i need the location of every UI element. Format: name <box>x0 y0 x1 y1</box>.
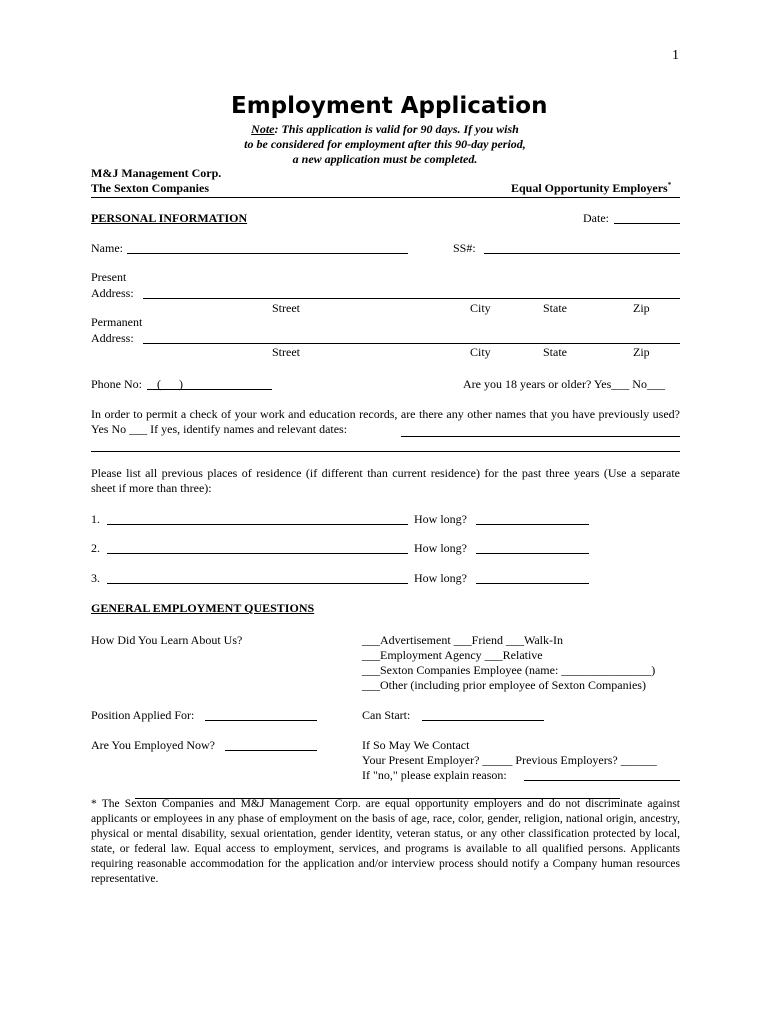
age-question: Are you 18 years or older? Yes___ No___ <box>463 377 665 391</box>
permanent-address-label-1: Permanent <box>91 315 143 329</box>
personal-info-heading: PERSONAL INFORMATION <box>91 211 248 225</box>
permanent-state-caption: State <box>543 345 567 359</box>
residence-field[interactable] <box>107 553 408 554</box>
other-names-question: In order to permit a check of your work and education records, are there any other names that you have previously used? Yes No ___ If yes, identify names and relevant dates: <box>91 407 680 436</box>
learn-option[interactable]: ___Sexton Companies Employee (name: _______________) <box>362 663 656 677</box>
contact-line-3: If "no," please explain reason: <box>362 768 507 782</box>
note-line-1: : This application is valid for 90 days. If you wish <box>274 122 519 136</box>
company-name-1: M&J Management Corp. <box>91 166 222 180</box>
other-names-field-2[interactable] <box>91 451 680 452</box>
phone-area-parens: ( ) <box>157 377 183 391</box>
permanent-zip-caption: Zip <box>633 345 650 359</box>
residence-item-number: 2. <box>91 541 100 555</box>
employed-label: Are You Employed Now? <box>91 738 215 752</box>
position-field[interactable] <box>205 720 317 721</box>
residence-field[interactable] <box>107 524 408 525</box>
employed-field[interactable] <box>225 750 317 751</box>
contact-line-2[interactable]: Your Present Employer? _____ Previous Employers? ______ <box>362 753 657 767</box>
eoe-text: Equal Opportunity Employers <box>511 181 668 195</box>
phone-label: Phone No: <box>91 377 142 391</box>
ss-field[interactable] <box>484 253 680 254</box>
explain-reason-field[interactable] <box>524 780 680 781</box>
phone-field[interactable] <box>147 389 272 390</box>
learn-about-label: How Did You Learn About Us? <box>91 633 243 647</box>
how-long-label: How long? <box>414 541 467 555</box>
permanent-address-label-2: Address: <box>91 331 134 345</box>
can-start-field[interactable] <box>422 720 544 721</box>
contact-line-1: If So May We Contact <box>362 738 470 752</box>
present-state-caption: State <box>543 301 567 315</box>
permanent-city-caption: City <box>470 345 491 359</box>
how-long-label: How long? <box>414 512 467 526</box>
how-long-label: How long? <box>414 571 467 585</box>
eoe-statement <box>511 181 671 196</box>
residence-field[interactable] <box>107 583 408 584</box>
other-names-field[interactable] <box>401 436 680 437</box>
present-address-label-1: Present <box>91 270 127 284</box>
name-label: Name: <box>91 241 123 255</box>
note-line-3: a new application must be completed. <box>292 152 478 166</box>
how-long-field[interactable] <box>476 524 589 525</box>
how-long-field[interactable] <box>476 553 589 554</box>
present-address-field[interactable] <box>143 298 680 299</box>
present-city-caption: City <box>470 301 491 315</box>
residence-item-number: 3. <box>91 571 100 585</box>
name-field[interactable] <box>127 253 408 254</box>
header-rule <box>91 197 680 198</box>
general-questions-heading: GENERAL EMPLOYMENT QUESTIONS <box>91 601 315 615</box>
learn-option[interactable]: ___Advertisement ___Friend ___Walk-In <box>362 633 563 647</box>
ss-label: SS#: <box>453 241 476 255</box>
present-street-caption: Street <box>272 301 300 315</box>
permanent-address-field[interactable] <box>143 343 680 344</box>
contact-block <box>362 738 657 783</box>
validity-note <box>185 122 585 167</box>
how-long-field[interactable] <box>476 583 589 584</box>
learn-option[interactable]: ___Other (including prior employee of Sexton Companies) <box>362 678 646 692</box>
eoe-mark: * <box>667 181 672 189</box>
permanent-street-caption: Street <box>272 345 300 359</box>
date-field[interactable] <box>614 223 680 224</box>
present-zip-caption: Zip <box>633 301 650 315</box>
residence-instructions: Please list all previous places of residence (if different than current residence) for the past three years (Use a separate sheet if more than three): <box>91 466 680 495</box>
position-label: Position Applied For: <box>91 708 195 722</box>
page-title: Employment Application <box>231 93 548 119</box>
present-address-label-2: Address: <box>91 286 134 300</box>
date-label: Date: <box>583 211 609 225</box>
learn-option[interactable]: ___Employment Agency ___Relative <box>362 648 543 662</box>
footnote: * The Sexton Companies and M&J Management Corp. are equal opportunity employers and do not discriminate against applicants or employees in any phase of employment on the basis of age, race, color, gender, religion, national origin, ancestry, physical or mental disability, sexual orientation, gender identity, veteran status, or any other classification protected by local, state, or federal law. Equal access to employment, services, and programs is available to all qualified persons. Applicants requiring reasonable accommodation for the application and/or interview process should notify a Company human resources representative. <box>91 798 680 885</box>
learn-options <box>362 633 655 693</box>
company-name-2: The Sexton Companies <box>91 181 210 195</box>
note-label: Note <box>251 122 275 136</box>
can-start-label: Can Start: <box>362 708 411 722</box>
residence-item-number: 1. <box>91 512 100 526</box>
note-line-2: to be considered for employment after this 90-day period, <box>244 137 526 151</box>
page-number: 1 <box>672 48 679 63</box>
